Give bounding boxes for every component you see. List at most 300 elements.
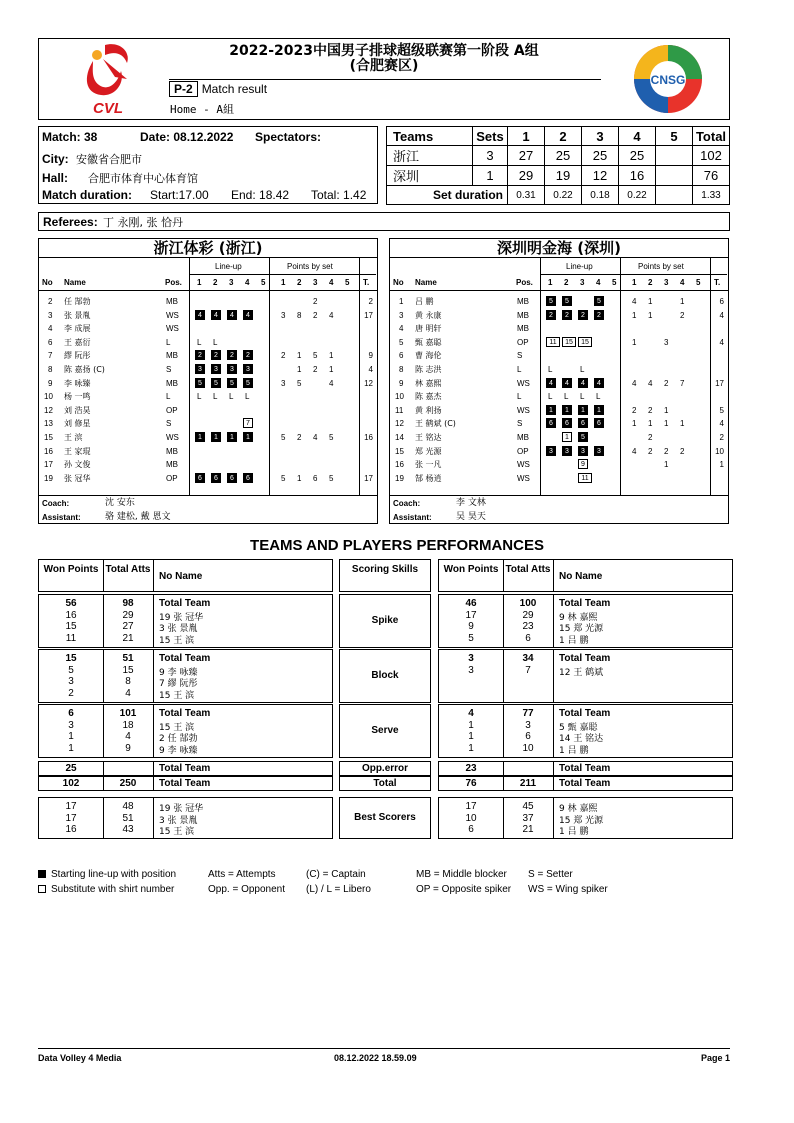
points-set-header: 5 <box>696 278 701 287</box>
skill-name: Total <box>373 778 397 789</box>
lineup-libero-cell: L <box>596 392 601 402</box>
won-value: 1 <box>68 731 74 742</box>
set-points-cell: 2 <box>648 405 653 415</box>
city-label: City: <box>42 152 69 166</box>
atts-value: 6 <box>525 632 531 644</box>
atts-value: 100 <box>519 598 537 609</box>
player-label: 12 王 鹤斌 <box>559 667 604 678</box>
lineup-set-header: 1 <box>548 278 553 287</box>
player-name: 林 嘉熙 <box>415 378 442 388</box>
player-number: 2 <box>48 297 53 306</box>
atts-value: 27 <box>122 621 134 632</box>
player-label: 15 王 滨 <box>159 722 195 733</box>
atts-value: 15 <box>122 664 134 676</box>
player-label: 14 王 铭达 <box>559 734 604 744</box>
skill-name: Block <box>371 670 399 681</box>
legend-substitute: Substitute with shirt number <box>51 884 175 895</box>
lineup-start-cell: 4 <box>594 378 604 388</box>
performances-title: TEAMS AND PLAYERS PERFORMANCES <box>250 537 544 554</box>
player-number: 3 <box>48 310 53 320</box>
score-header-set2: 2 <box>545 127 582 146</box>
legend-op: OP = Opposite spiker <box>416 884 512 895</box>
lineup-libero-cell: L <box>245 392 250 402</box>
perf-header <box>438 559 733 592</box>
won-value: 5 <box>68 664 74 676</box>
won-value: 11 <box>65 632 77 644</box>
atts-value: 45 <box>522 801 534 812</box>
city-value: 安徽省合肥市 <box>76 153 142 166</box>
score-team-name: 浙江 <box>387 146 473 166</box>
won-value: 1 <box>468 731 474 742</box>
total-atts-header: Total Atts <box>105 564 151 575</box>
atts-value: 37 <box>522 812 534 824</box>
lineup-start-cell: 5 <box>243 378 253 388</box>
player-label: 9 李 咏臻 <box>159 667 198 678</box>
pos-header: Pos. <box>516 278 533 287</box>
player-position: L <box>166 337 171 347</box>
lineup-libero-cell: L <box>213 337 218 347</box>
player-name: 曹 海伦 <box>415 351 442 361</box>
player-number: 12 <box>44 405 53 415</box>
set-points-cell: 7 <box>680 378 685 388</box>
player-number: 6 <box>48 337 53 347</box>
atts-value: 51 <box>122 812 134 824</box>
divider <box>39 290 377 291</box>
score-header-set4: 4 <box>619 127 656 146</box>
lineup-set-header: 5 <box>612 278 617 287</box>
player-label: Total Team <box>559 598 611 609</box>
lineup-sub-cell: 7 <box>243 418 253 428</box>
atts-value: 8 <box>125 676 131 687</box>
set-points-cell: 5 <box>297 378 302 388</box>
player-position: MB <box>166 460 178 470</box>
player-row <box>39 472 377 485</box>
player-label: 19 张 冠华 <box>159 612 204 623</box>
player-name: 郜 杨逍 <box>415 473 442 483</box>
player-position: WS <box>517 378 530 388</box>
player-row <box>39 363 377 376</box>
set-duration-total: 1.33 <box>693 186 730 205</box>
score-row-a <box>387 146 730 166</box>
lineup-start-cell: 1 <box>562 405 572 415</box>
player-position: S <box>517 419 523 429</box>
lineup-start-cell: 5 <box>546 296 556 306</box>
lineup-sub-cell: 15 <box>578 337 592 347</box>
best-scorers-block <box>438 797 733 839</box>
set-points-cell: 4 <box>632 446 637 456</box>
set-duration: 0.18 <box>582 186 619 205</box>
player-name: 吕 鹏 <box>415 297 434 306</box>
won-value: 15 <box>65 653 77 664</box>
won-value: 17 <box>465 801 477 812</box>
atts-value: 4 <box>125 731 131 742</box>
home-line: Home - A組 <box>170 103 234 116</box>
player-total: 16 <box>364 433 373 442</box>
player-row <box>390 431 728 444</box>
player-label: 3 张 景胤 <box>159 624 198 634</box>
points-set-header: 5 <box>345 278 350 287</box>
set-points-cell: 1 <box>648 297 653 306</box>
set-points-cell: 2 <box>313 297 318 306</box>
won-value: 56 <box>65 598 77 609</box>
points-set-header: 3 <box>664 278 669 287</box>
footer-timestamp: 08.12.2022 18.59.09 <box>334 1053 417 1063</box>
atts-value: 6 <box>525 731 531 742</box>
team-b-panel <box>389 238 729 524</box>
header-box <box>38 38 730 120</box>
no-name-header: No Name <box>159 571 203 582</box>
player-label: 7 繆 阮彤 <box>159 679 198 689</box>
player-number: 16 <box>395 460 404 470</box>
player-name: 张 冠华 <box>64 473 91 483</box>
set-points-cell: 6 <box>313 473 318 483</box>
player-number: 14 <box>395 433 404 442</box>
lineup-start-cell: 4 <box>211 310 221 320</box>
coach-label: Coach: <box>393 499 421 508</box>
legend-opp: Opp. = Opponent <box>208 884 286 895</box>
player-label: 9 李 咏臻 <box>159 745 198 756</box>
player-position: L <box>517 392 522 402</box>
score-header-total: Total <box>693 127 730 146</box>
perf-header <box>38 559 333 592</box>
player-position: MB <box>166 351 178 361</box>
lineup-start-cell: 1 <box>546 405 556 415</box>
set-points-cell: 4 <box>632 297 637 306</box>
player-position: WS <box>517 405 530 415</box>
player-name: 刘 修星 <box>64 419 91 429</box>
team-name: 深圳明金海 (深圳) <box>390 239 728 258</box>
player-row <box>390 404 728 417</box>
divider <box>390 290 728 291</box>
player-label: 1 吕 鹏 <box>559 745 589 756</box>
score-sets: 3 <box>473 146 508 166</box>
player-label: 15 王 滨 <box>159 690 195 701</box>
player-number: 19 <box>44 473 53 483</box>
player-label: Total Team <box>159 708 211 719</box>
legend-starting: Starting line-up with position <box>51 869 177 880</box>
player-row <box>390 295 728 308</box>
hall-value: 合肥市体育中心体育馆 <box>88 172 198 185</box>
lineup-start-cell: 2 <box>211 350 221 360</box>
lineup-start-cell: 2 <box>562 310 572 320</box>
player-position: WS <box>166 310 179 320</box>
set-points-cell: 1 <box>680 297 685 306</box>
summary-row <box>438 776 733 791</box>
lineup-start-cell: 6 <box>243 473 253 483</box>
skill-name: Best Scorers <box>354 812 416 823</box>
lineup-start-cell: 4 <box>243 310 253 320</box>
duration-end: End: 18.42 <box>231 188 290 202</box>
set-points-cell: 1 <box>297 473 302 483</box>
score-set: 25 <box>582 146 619 166</box>
lineup-start-cell: 4 <box>578 378 588 388</box>
player-total: 2 <box>368 297 373 306</box>
referees-bar <box>38 212 730 231</box>
player-total: 6 <box>719 297 724 306</box>
player-row <box>39 336 377 349</box>
player-name: 郑 光源 <box>415 446 442 456</box>
set-points-cell: 4 <box>648 378 653 388</box>
player-number: 9 <box>399 378 404 388</box>
score-set: 25 <box>545 146 582 166</box>
legend-captain: (C) = Captain <box>306 869 366 880</box>
legend-mb: MB = Middle blocker <box>416 869 507 880</box>
player-total: 5 <box>719 405 724 415</box>
player-number: 1 <box>399 297 404 306</box>
player-total: 4 <box>719 337 724 347</box>
skill-block <box>438 704 733 758</box>
won-points-header: Won Points <box>43 564 99 575</box>
won-value: 10 <box>465 812 477 824</box>
player-number: 15 <box>44 433 53 442</box>
player-row <box>39 431 377 444</box>
divider <box>189 274 376 275</box>
player-name: 陈 嘉杰 <box>415 392 442 402</box>
player-name: 孙 文俊 <box>64 460 91 470</box>
set-points-cell: 2 <box>680 310 685 320</box>
won-value: 76 <box>465 778 477 789</box>
atts-value: 98 <box>122 598 134 609</box>
player-number: 4 <box>399 324 404 334</box>
atts-value: 10 <box>522 742 534 754</box>
player-name: 任 郜勃 <box>64 297 91 306</box>
points-set-header: 1 <box>281 278 286 287</box>
duration-label: Match duration: <box>42 188 132 202</box>
player-label: 9 林 嘉熙 <box>559 804 598 814</box>
player-row <box>39 417 377 430</box>
player-total: 4 <box>719 310 724 320</box>
player-position: L <box>166 392 171 402</box>
set-points-cell: 2 <box>313 310 318 320</box>
player-number: 10 <box>44 392 53 402</box>
footer-page: Page 1 <box>700 1053 730 1063</box>
player-row <box>390 417 728 430</box>
won-value: 1 <box>68 742 74 754</box>
player-label: Total Team <box>159 763 211 774</box>
lineup-header: Line-up <box>566 262 593 271</box>
lineup-start-cell: 1 <box>195 432 205 442</box>
player-row <box>39 404 377 417</box>
atts-value: 9 <box>125 742 131 754</box>
lineup-start-cell: 2 <box>243 350 253 360</box>
coach-label: Coach: <box>42 499 70 508</box>
points-set-header: 4 <box>680 278 685 287</box>
player-number: 6 <box>399 351 404 361</box>
player-number: 4 <box>48 324 53 334</box>
divider <box>390 495 728 496</box>
set-points-cell: 3 <box>664 337 669 347</box>
total-header: T. <box>363 278 370 287</box>
lineup-libero-cell: L <box>548 365 553 374</box>
scoring-skills-header: Scoring Skills <box>351 564 419 575</box>
set-points-cell: 1 <box>632 310 637 320</box>
atts-value: 29 <box>122 609 134 621</box>
score-set: 25 <box>619 146 656 166</box>
score-set: 16 <box>619 166 656 186</box>
skill-block <box>438 649 733 703</box>
set-points-cell: 2 <box>680 446 685 456</box>
set-points-cell: 2 <box>313 365 318 374</box>
player-position: MB <box>166 297 178 306</box>
player-name: 杨 一鸣 <box>64 392 91 402</box>
score-row-b <box>387 166 730 186</box>
set-points-cell: 5 <box>329 473 334 483</box>
lineup-header: Line-up <box>215 262 242 271</box>
player-position: S <box>166 365 172 374</box>
won-value: 15 <box>65 621 77 632</box>
title-line-1: 2022-2023中国男子排球超级联赛第一阶段 A组 <box>229 43 539 59</box>
won-value: 102 <box>62 778 80 789</box>
lineup-set-header: 2 <box>213 278 218 287</box>
lineup-set-header: 1 <box>197 278 202 287</box>
player-label: 15 王 滨 <box>159 827 195 837</box>
player-number: 5 <box>399 337 404 347</box>
player-number: 15 <box>395 446 404 456</box>
player-position: MB <box>166 446 178 456</box>
player-name: 王 嘉衍 <box>64 337 91 347</box>
score-table <box>386 126 730 204</box>
player-position: MB <box>517 433 529 442</box>
won-value: 46 <box>465 598 477 609</box>
player-number: 17 <box>44 460 53 470</box>
atts-value: 34 <box>522 653 534 664</box>
set-duration: 0.22 <box>545 186 582 205</box>
player-row <box>39 458 377 471</box>
player-position: WS <box>517 460 530 470</box>
page-title <box>189 44 579 74</box>
divider <box>39 495 377 496</box>
player-label: 9 林 嘉熙 <box>559 612 598 623</box>
set-points-cell: 1 <box>297 365 302 374</box>
set-points-cell: 4 <box>329 378 334 388</box>
set-duration <box>656 186 693 205</box>
player-name: 陈 志洪 <box>415 365 442 374</box>
lineup-start-cell: 4 <box>546 378 556 388</box>
player-number: 7 <box>48 351 53 361</box>
atts-value: 21 <box>122 632 134 644</box>
player-position: L <box>517 365 522 374</box>
player-row <box>39 322 377 335</box>
score-total: 76 <box>693 166 730 186</box>
won-value: 25 <box>65 763 77 774</box>
player-name: 陈 嘉扬 (C) <box>64 365 105 374</box>
player-row <box>390 363 728 376</box>
atts-value: 211 <box>519 778 537 789</box>
skill-cell <box>339 761 431 776</box>
lineup-start-cell: 2 <box>195 350 205 360</box>
won-value: 3 <box>468 653 474 664</box>
lineup-libero-cell: L <box>548 392 553 402</box>
lineup-set-header: 3 <box>580 278 585 287</box>
name-header: Name <box>64 278 86 287</box>
score-set: 27 <box>508 146 545 166</box>
svg-text:CVL: CVL <box>93 100 123 117</box>
won-value: 3 <box>68 676 74 687</box>
player-row <box>390 445 728 458</box>
referees-label: Referees: <box>43 215 98 229</box>
lineup-start-cell: 3 <box>546 446 556 456</box>
set-points-cell: 2 <box>664 378 669 388</box>
lineup-start-cell: 6 <box>546 418 556 428</box>
lineup-sub-cell: 9 <box>578 459 588 469</box>
player-number: 12 <box>395 419 404 429</box>
score-header-sets: Sets <box>473 127 508 146</box>
legend-setter: S = Setter <box>528 869 573 880</box>
empty-square-icon <box>38 885 46 893</box>
won-value: 9 <box>468 621 474 632</box>
skill-cell <box>339 594 431 648</box>
player-name: 张 景胤 <box>64 310 91 320</box>
spectators-label: Spectators: <box>255 130 322 144</box>
player-row <box>390 377 728 390</box>
player-name: 王 铭达 <box>415 433 442 442</box>
player-name: 王 家琨 <box>64 446 91 456</box>
player-position: OP <box>517 337 529 347</box>
player-total: 17 <box>715 378 724 388</box>
match-number: Match: 38 <box>42 130 98 144</box>
lineup-start-cell: 5 <box>562 296 572 306</box>
player-row <box>390 336 728 349</box>
atts-value: 23 <box>522 621 534 632</box>
perf-header <box>339 559 431 592</box>
lineup-set-header: 4 <box>245 278 250 287</box>
total-atts-header: Total Atts <box>505 564 551 575</box>
svg-text:CNSG: CNSG <box>650 73 686 87</box>
player-row <box>390 458 728 471</box>
set-points-cell: 1 <box>664 419 669 429</box>
assistant-name: 吴 昊天 <box>456 512 486 522</box>
won-value: 1 <box>468 742 474 754</box>
team-name: 浙江体彩 (浙江) <box>39 239 377 258</box>
score-header-row <box>387 127 730 146</box>
set-points-cell: 1 <box>297 351 302 361</box>
lineup-start-cell: 4 <box>227 310 237 320</box>
player-position: WS <box>166 433 179 442</box>
lineup-start-cell: 3 <box>562 446 572 456</box>
cvl-logo-icon <box>75 41 139 117</box>
score-set: 19 <box>545 166 582 186</box>
player-total: 17 <box>364 473 373 483</box>
points-set-header: 4 <box>329 278 334 287</box>
lineup-set-header: 5 <box>261 278 266 287</box>
set-points-cell: 1 <box>632 337 637 347</box>
score-header-set1: 1 <box>508 127 545 146</box>
subtitle-text: Match result <box>201 82 268 96</box>
player-position: MB <box>517 324 529 334</box>
score-total: 102 <box>693 146 730 166</box>
lineup-start-cell: 2 <box>578 310 588 320</box>
summary-row <box>38 776 333 791</box>
won-points-header: Won Points <box>443 564 499 575</box>
score-set: 29 <box>508 166 545 186</box>
lineup-libero-cell: L <box>229 392 234 402</box>
player-name: 李 成展 <box>64 324 91 334</box>
player-name: 刘 浩昊 <box>64 405 91 415</box>
legend-libero: (L) / L = Libero <box>306 884 371 895</box>
score-set <box>656 146 693 166</box>
lineup-start-cell: 1 <box>211 432 221 442</box>
atts-value: 7 <box>525 664 531 676</box>
player-total: 9 <box>368 351 373 361</box>
player-row <box>39 377 377 390</box>
lineup-start-cell: 3 <box>578 446 588 456</box>
player-name: 王 鹤斌 (C) <box>415 419 456 429</box>
skill-block <box>438 594 733 648</box>
skill-name: Serve <box>371 725 399 736</box>
score-header-teams: Teams <box>387 127 473 146</box>
player-position: OP <box>517 446 529 456</box>
set-points-cell: 5 <box>329 433 334 442</box>
